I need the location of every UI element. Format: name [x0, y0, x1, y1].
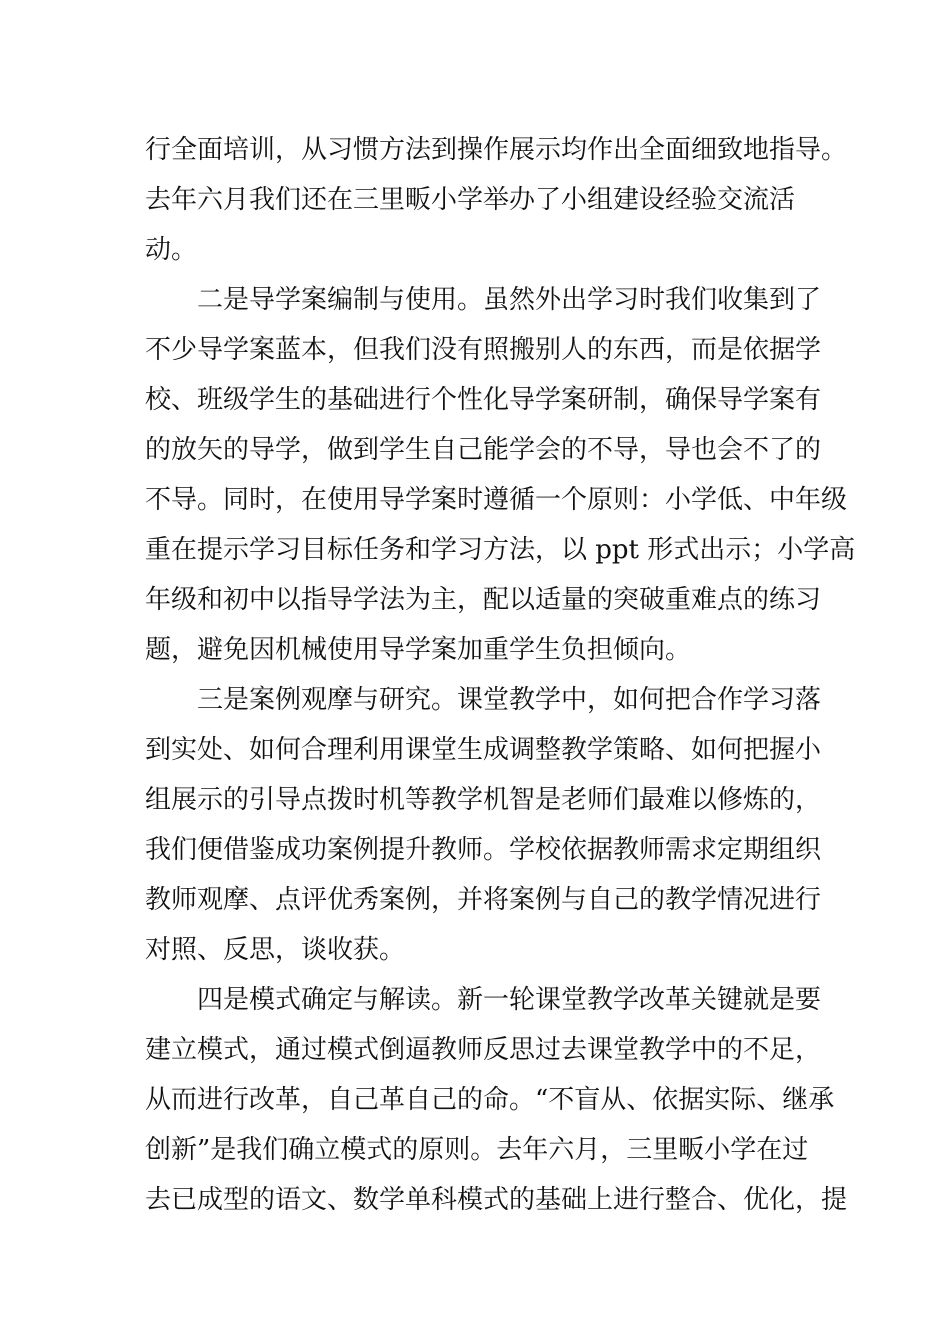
text-line: 年级和初中以指导学法为主，配以适量的突破重难点的练习: [145, 585, 822, 615]
text-line: 去年六月我们还在三里畈小学举办了小组建设经验交流活: [145, 185, 796, 215]
text-line: 不少导学案蓝本，但我们没有照搬别人的东西，而是依据学: [145, 335, 822, 365]
text-line: 建立模式，通过模式倒逼教师反思过去课堂教学中的不足，: [145, 1035, 822, 1065]
text-line: 的放矢的导学，做到学生自己能学会的不导，导也会不了的: [145, 435, 822, 465]
text-line: 动。: [145, 235, 198, 265]
text-line: 从而进行改革，自己革自己的命。“不盲从、依据实际、继承: [145, 1085, 835, 1115]
text-line: 校、班级学生的基础进行个性化导学案研制，确保导学案有: [145, 385, 822, 415]
text-line: 二是导学案编制与使用。虽然外出学习时我们收集到了: [197, 285, 822, 315]
text-line: 三是案例观摩与研究。课堂教学中，如何把合作学习落: [197, 685, 822, 715]
text-line: 四是模式确定与解读。新一轮课堂教学改革关键就是要: [197, 985, 822, 1015]
text-line: 不导。同时，在使用导学案时遵循一个原则：小学低、中年级: [145, 485, 848, 515]
text-line: 我们便借鉴成功案例提升教师。学校依据教师需求定期组织: [145, 835, 822, 865]
text-line: 题，避免因机械使用导学案加重学生负担倾向。: [145, 635, 692, 665]
text-line: 重在提示学习目标任务和学习方法，以 ppt 形式出示；小学高: [145, 535, 856, 565]
text-line: 创新”是我们确立模式的原则。去年六月，三里畈小学在过: [145, 1135, 809, 1165]
text-line: 教师观摩、点评优秀案例，并将案例与自己的教学情况进行: [145, 885, 822, 915]
text-line: 对照、反思，谈收获。: [145, 935, 406, 965]
text-line: 组展示的引导点拨时机等教学机智是老师们最难以修炼的，: [145, 785, 822, 815]
text-line: 到实处、如何合理利用课堂生成调整教学策略、如何把握小: [145, 735, 822, 765]
text-line: 行全面培训，从习惯方法到操作展示均作出全面细致地指导。: [145, 135, 848, 165]
text-line: 去已成型的语文、数学单科模式的基础上进行整合、优化，提: [145, 1185, 848, 1215]
